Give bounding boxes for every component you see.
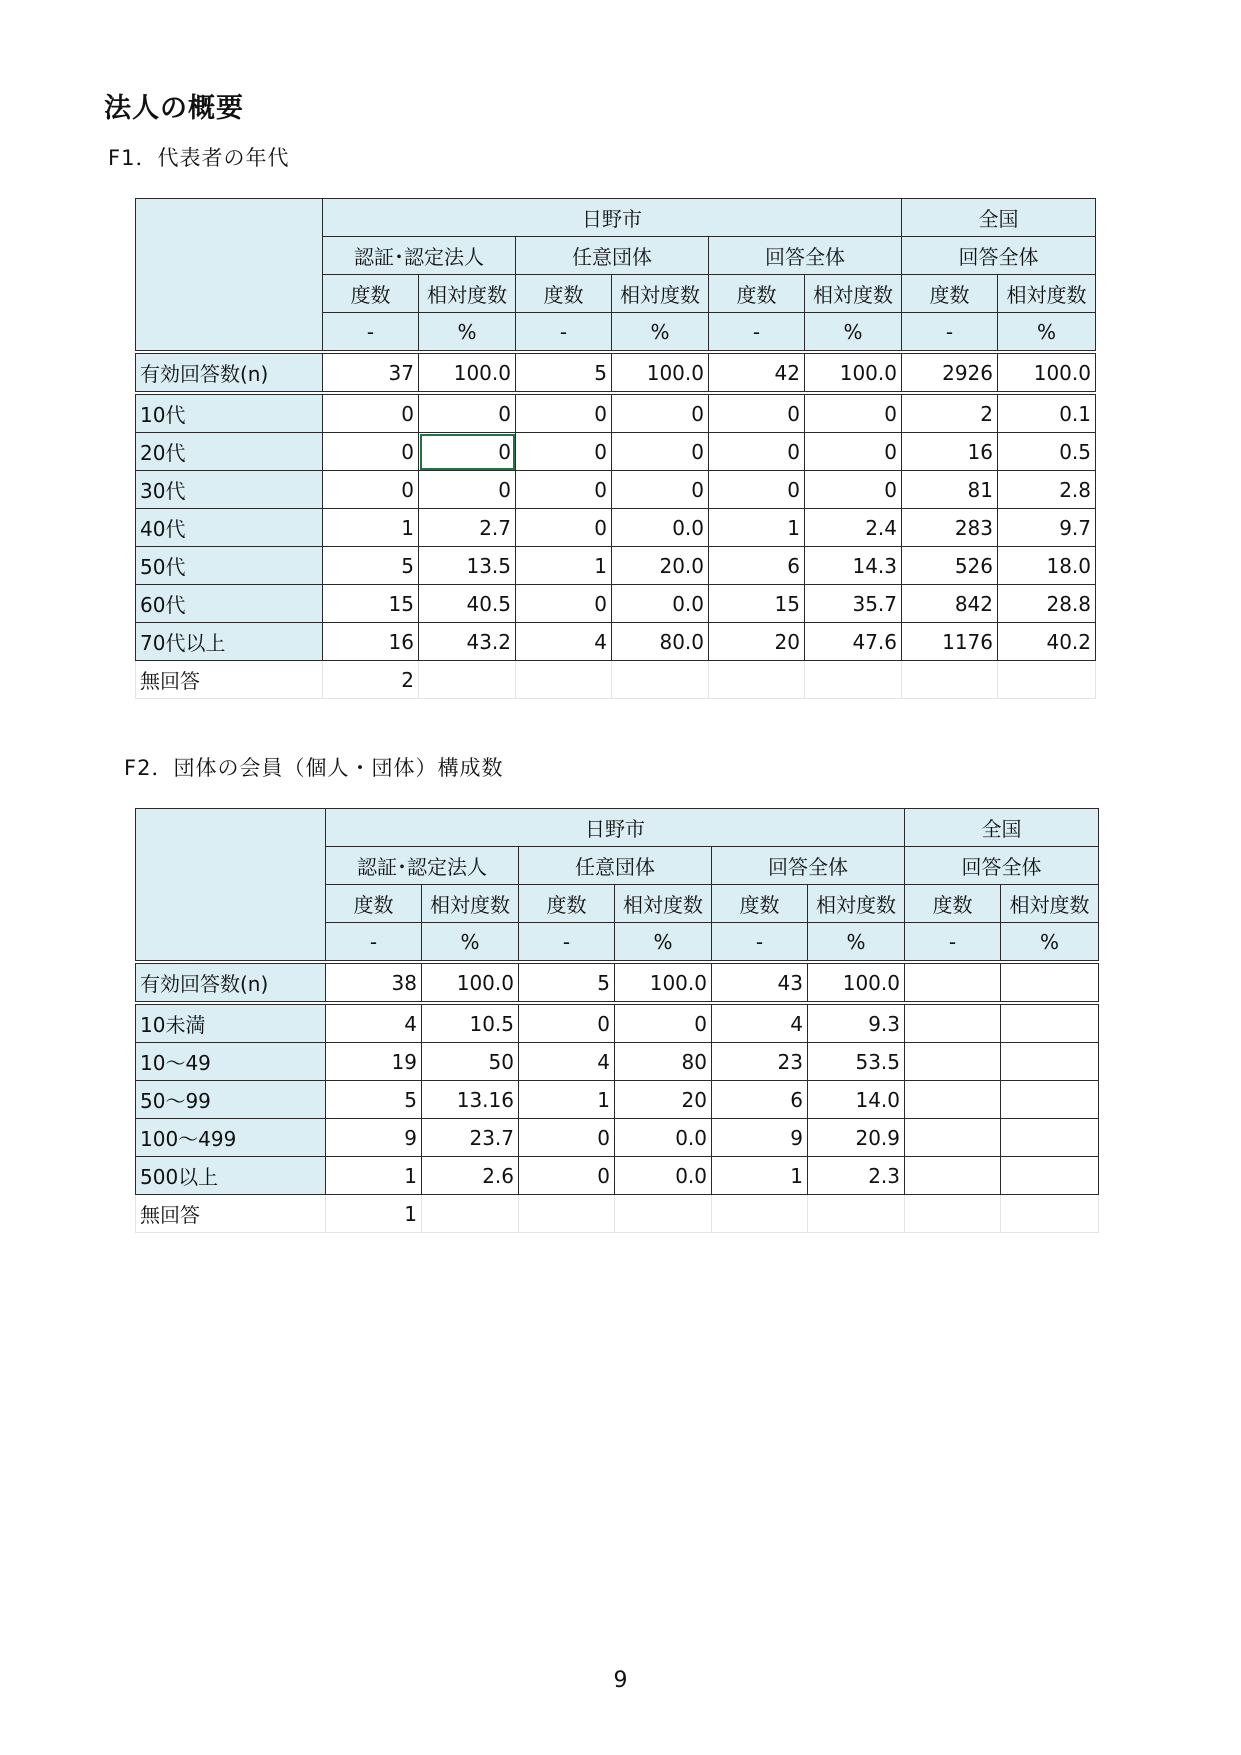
data-cell: 16 (902, 433, 998, 471)
f2-header (136, 809, 1099, 963)
data-cell: 18.0 (998, 547, 1096, 585)
data-cell: 0 (519, 1157, 615, 1195)
table-corner-cell (136, 199, 323, 353)
group-header: 回答全体 (902, 237, 1096, 275)
unit-percent: % (1001, 923, 1099, 963)
data-cell (712, 1195, 808, 1233)
unit-dash: - (902, 313, 998, 353)
data-cell (519, 1195, 615, 1233)
table-row (136, 509, 1096, 547)
row-label: 10未満 (136, 1003, 326, 1043)
table-row (136, 547, 1096, 585)
table-row (136, 1157, 1099, 1195)
relfreq-header: 相対度数 (422, 885, 519, 923)
data-cell: 1 (326, 1157, 422, 1195)
data-cell: 0 (516, 433, 612, 471)
no-answer-row (136, 661, 1096, 699)
data-cell: 0.5 (998, 433, 1096, 471)
unit-percent: % (808, 923, 905, 963)
data-cell: 100.0 (615, 962, 712, 1003)
header-row-region (136, 809, 1099, 847)
data-cell: 16 (323, 623, 419, 661)
relfreq-header: 相対度数 (1001, 885, 1099, 923)
data-cell: 0 (709, 471, 805, 509)
data-cell: 0 (516, 585, 612, 623)
data-cell: 2.3 (808, 1157, 905, 1195)
data-cell (905, 1003, 1001, 1043)
data-cell: 1 (709, 509, 805, 547)
unit-dash: - (516, 313, 612, 353)
unit-dash: - (712, 923, 808, 963)
data-cell: 4 (516, 623, 612, 661)
freq-header: 度数 (519, 885, 615, 923)
data-cell: 80 (615, 1043, 712, 1081)
data-cell: 38 (326, 962, 422, 1003)
data-cell: 2.8 (998, 471, 1096, 509)
row-label: 有効回答数(n) (136, 352, 323, 393)
data-cell: 6 (712, 1081, 808, 1119)
data-cell: 2.7 (419, 509, 516, 547)
data-cell: 100.0 (805, 352, 902, 393)
data-cell: 43.2 (419, 623, 516, 661)
data-cell (615, 1195, 712, 1233)
data-cell: 40.5 (419, 585, 516, 623)
page-number: 9 (613, 1668, 628, 1693)
data-cell: 10.5 (422, 1003, 519, 1043)
data-cell: 1176 (902, 623, 998, 661)
data-cell (905, 1195, 1001, 1233)
data-cell: 80.0 (612, 623, 709, 661)
table-row (136, 1119, 1099, 1157)
data-cell: 40.2 (998, 623, 1096, 661)
data-cell: 1 (712, 1157, 808, 1195)
freq-header: 度数 (516, 275, 612, 313)
row-label: 70代以上 (136, 623, 323, 661)
data-cell (905, 1081, 1001, 1119)
data-cell: 0.0 (615, 1119, 712, 1157)
table-corner-cell (136, 809, 326, 963)
group-header: 任意団体 (519, 847, 712, 885)
data-cell: 1 (516, 547, 612, 585)
data-cell: 100.0 (612, 352, 709, 393)
region-header-national: 全国 (905, 809, 1099, 847)
data-cell: 53.5 (808, 1043, 905, 1081)
question-f1-heading: F1．代表者の年代 (108, 146, 290, 170)
table-row (136, 1003, 1099, 1043)
unit-percent: % (998, 313, 1096, 353)
data-cell: 0 (805, 433, 902, 471)
freq-header: 度数 (902, 275, 998, 313)
data-cell: 0 (519, 1119, 615, 1157)
data-cell: 100.0 (998, 352, 1096, 393)
data-cell: 9 (326, 1119, 422, 1157)
data-cell: 0 (516, 509, 612, 547)
data-cell: 20 (709, 623, 805, 661)
data-cell (902, 661, 998, 699)
data-cell: 1 (519, 1081, 615, 1119)
data-cell: 20.9 (808, 1119, 905, 1157)
data-cell: 0 (419, 471, 516, 509)
data-cell: 81 (902, 471, 998, 509)
f1-header (136, 199, 1096, 353)
valid-responses-row (136, 352, 1096, 393)
table-row (136, 623, 1096, 661)
data-cell: 6 (709, 547, 805, 585)
data-cell (1001, 1157, 1099, 1195)
table-row (136, 1081, 1099, 1119)
data-cell: 526 (902, 547, 998, 585)
freq-header: 度数 (905, 885, 1001, 923)
data-cell: 283 (902, 509, 998, 547)
data-cell (1001, 1003, 1099, 1043)
group-header: 回答全体 (712, 847, 905, 885)
data-cell (808, 1195, 905, 1233)
group-header: 認証･認定法人 (326, 847, 519, 885)
table-row (136, 585, 1096, 623)
unit-percent: % (419, 313, 516, 353)
data-cell: 0 (615, 1003, 712, 1043)
data-cell: 50 (422, 1043, 519, 1081)
row-label: 100～499 (136, 1119, 326, 1157)
f2-member-count-table (135, 808, 1099, 1233)
f2-body (136, 962, 1099, 1233)
data-cell: 0.0 (612, 509, 709, 547)
data-cell: 9.7 (998, 509, 1096, 547)
row-label: 20代 (136, 433, 323, 471)
region-header-hino: 日野市 (323, 199, 902, 237)
data-cell (709, 661, 805, 699)
data-cell (905, 1157, 1001, 1195)
row-label: 60代 (136, 585, 323, 623)
table-row (136, 393, 1096, 433)
data-cell: 23.7 (422, 1119, 519, 1157)
data-cell: 0 (419, 433, 516, 471)
relfreq-header: 相対度数 (612, 275, 709, 313)
data-cell: 0 (323, 471, 419, 509)
data-cell: 0 (516, 393, 612, 433)
data-cell: 14.3 (805, 547, 902, 585)
data-cell: 5 (323, 547, 419, 585)
data-cell: 1 (323, 509, 419, 547)
data-cell: 15 (323, 585, 419, 623)
group-header: 認証･認定法人 (323, 237, 516, 275)
data-cell: 2 (902, 393, 998, 433)
data-cell: 0 (612, 393, 709, 433)
data-cell: 0 (805, 471, 902, 509)
unit-dash: - (323, 313, 419, 353)
data-cell: 0 (323, 433, 419, 471)
data-cell: 0 (519, 1003, 615, 1043)
data-cell: 4 (519, 1043, 615, 1081)
data-cell: 100.0 (808, 962, 905, 1003)
unit-dash: - (709, 313, 805, 353)
data-cell: 0 (612, 433, 709, 471)
group-header: 回答全体 (905, 847, 1099, 885)
data-cell: 20.0 (612, 547, 709, 585)
table-row (136, 1043, 1099, 1081)
data-cell: 100.0 (419, 352, 516, 393)
data-cell (805, 661, 902, 699)
relfreq-header: 相対度数 (615, 885, 712, 923)
data-cell: 5 (519, 962, 615, 1003)
region-header-national: 全国 (902, 199, 1096, 237)
unit-dash: - (905, 923, 1001, 963)
data-cell: 0 (419, 393, 516, 433)
row-label: 50代 (136, 547, 323, 585)
data-cell: 23 (712, 1043, 808, 1081)
row-label: 50～99 (136, 1081, 326, 1119)
data-cell (905, 962, 1001, 1003)
data-cell (1001, 962, 1099, 1003)
data-cell (1001, 1119, 1099, 1157)
data-cell: 0 (516, 471, 612, 509)
f1-body (136, 352, 1096, 699)
data-cell: 9 (712, 1119, 808, 1157)
data-cell: 9.3 (808, 1003, 905, 1043)
unit-percent: % (615, 923, 712, 963)
data-cell: 47.6 (805, 623, 902, 661)
row-label: 10～49 (136, 1043, 326, 1081)
group-header: 回答全体 (709, 237, 902, 275)
data-cell: 5 (516, 352, 612, 393)
table-row (136, 433, 1096, 471)
data-cell: 2.6 (422, 1157, 519, 1195)
header-row-region (136, 199, 1096, 237)
freq-header: 度数 (326, 885, 422, 923)
relfreq-header: 相対度数 (808, 885, 905, 923)
page-title: 法人の概要 (104, 93, 244, 124)
data-cell (998, 661, 1096, 699)
data-cell: 100.0 (422, 962, 519, 1003)
table-row (136, 471, 1096, 509)
unit-percent: % (805, 313, 902, 353)
relfreq-header: 相対度数 (998, 275, 1096, 313)
data-cell: 28.8 (998, 585, 1096, 623)
data-cell: 0 (805, 393, 902, 433)
data-cell (516, 661, 612, 699)
row-label: 無回答 (136, 1195, 326, 1233)
data-cell: 20 (615, 1081, 712, 1119)
data-cell: 0 (323, 393, 419, 433)
data-cell: 842 (902, 585, 998, 623)
data-cell: 4 (712, 1003, 808, 1043)
data-cell: 2.4 (805, 509, 902, 547)
row-label: 40代 (136, 509, 323, 547)
question-f2-heading: F2．団体の会員（個人・団体）構成数 (124, 756, 504, 780)
row-label: 10代 (136, 393, 323, 433)
data-cell (905, 1043, 1001, 1081)
row-label: 有効回答数(n) (136, 962, 326, 1003)
data-cell: 15 (709, 585, 805, 623)
data-cell: 5 (326, 1081, 422, 1119)
row-label: 500以上 (136, 1157, 326, 1195)
data-cell: 0 (709, 433, 805, 471)
no-answer-row (136, 1195, 1099, 1233)
data-cell: 35.7 (805, 585, 902, 623)
data-cell: 13.16 (422, 1081, 519, 1119)
data-cell (1001, 1195, 1099, 1233)
data-cell: 14.0 (808, 1081, 905, 1119)
data-cell: 2 (323, 661, 419, 699)
group-header: 任意団体 (516, 237, 709, 275)
data-cell: 1 (326, 1195, 422, 1233)
unit-percent: % (422, 923, 519, 963)
data-cell: 43 (712, 962, 808, 1003)
unit-dash: - (519, 923, 615, 963)
data-cell (905, 1119, 1001, 1157)
data-cell: 0.0 (615, 1157, 712, 1195)
row-label: 30代 (136, 471, 323, 509)
data-cell: 19 (326, 1043, 422, 1081)
valid-responses-row (136, 962, 1099, 1003)
data-cell (422, 1195, 519, 1233)
freq-header: 度数 (712, 885, 808, 923)
freq-header: 度数 (323, 275, 419, 313)
row-label: 無回答 (136, 661, 323, 699)
data-cell (1001, 1043, 1099, 1081)
data-cell (419, 661, 516, 699)
data-cell: 42 (709, 352, 805, 393)
data-cell (612, 661, 709, 699)
data-cell: 0.0 (612, 585, 709, 623)
data-cell: 2926 (902, 352, 998, 393)
data-cell: 0 (709, 393, 805, 433)
relfreq-header: 相対度数 (805, 275, 902, 313)
unit-percent: % (612, 313, 709, 353)
region-header-hino: 日野市 (326, 809, 905, 847)
data-cell: 0 (612, 471, 709, 509)
data-cell: 0.1 (998, 393, 1096, 433)
data-cell: 37 (323, 352, 419, 393)
data-cell: 4 (326, 1003, 422, 1043)
f1-representative-age-table (135, 198, 1096, 699)
relfreq-header: 相対度数 (419, 275, 516, 313)
data-cell: 13.5 (419, 547, 516, 585)
freq-header: 度数 (709, 275, 805, 313)
unit-dash: - (326, 923, 422, 963)
data-cell (1001, 1081, 1099, 1119)
